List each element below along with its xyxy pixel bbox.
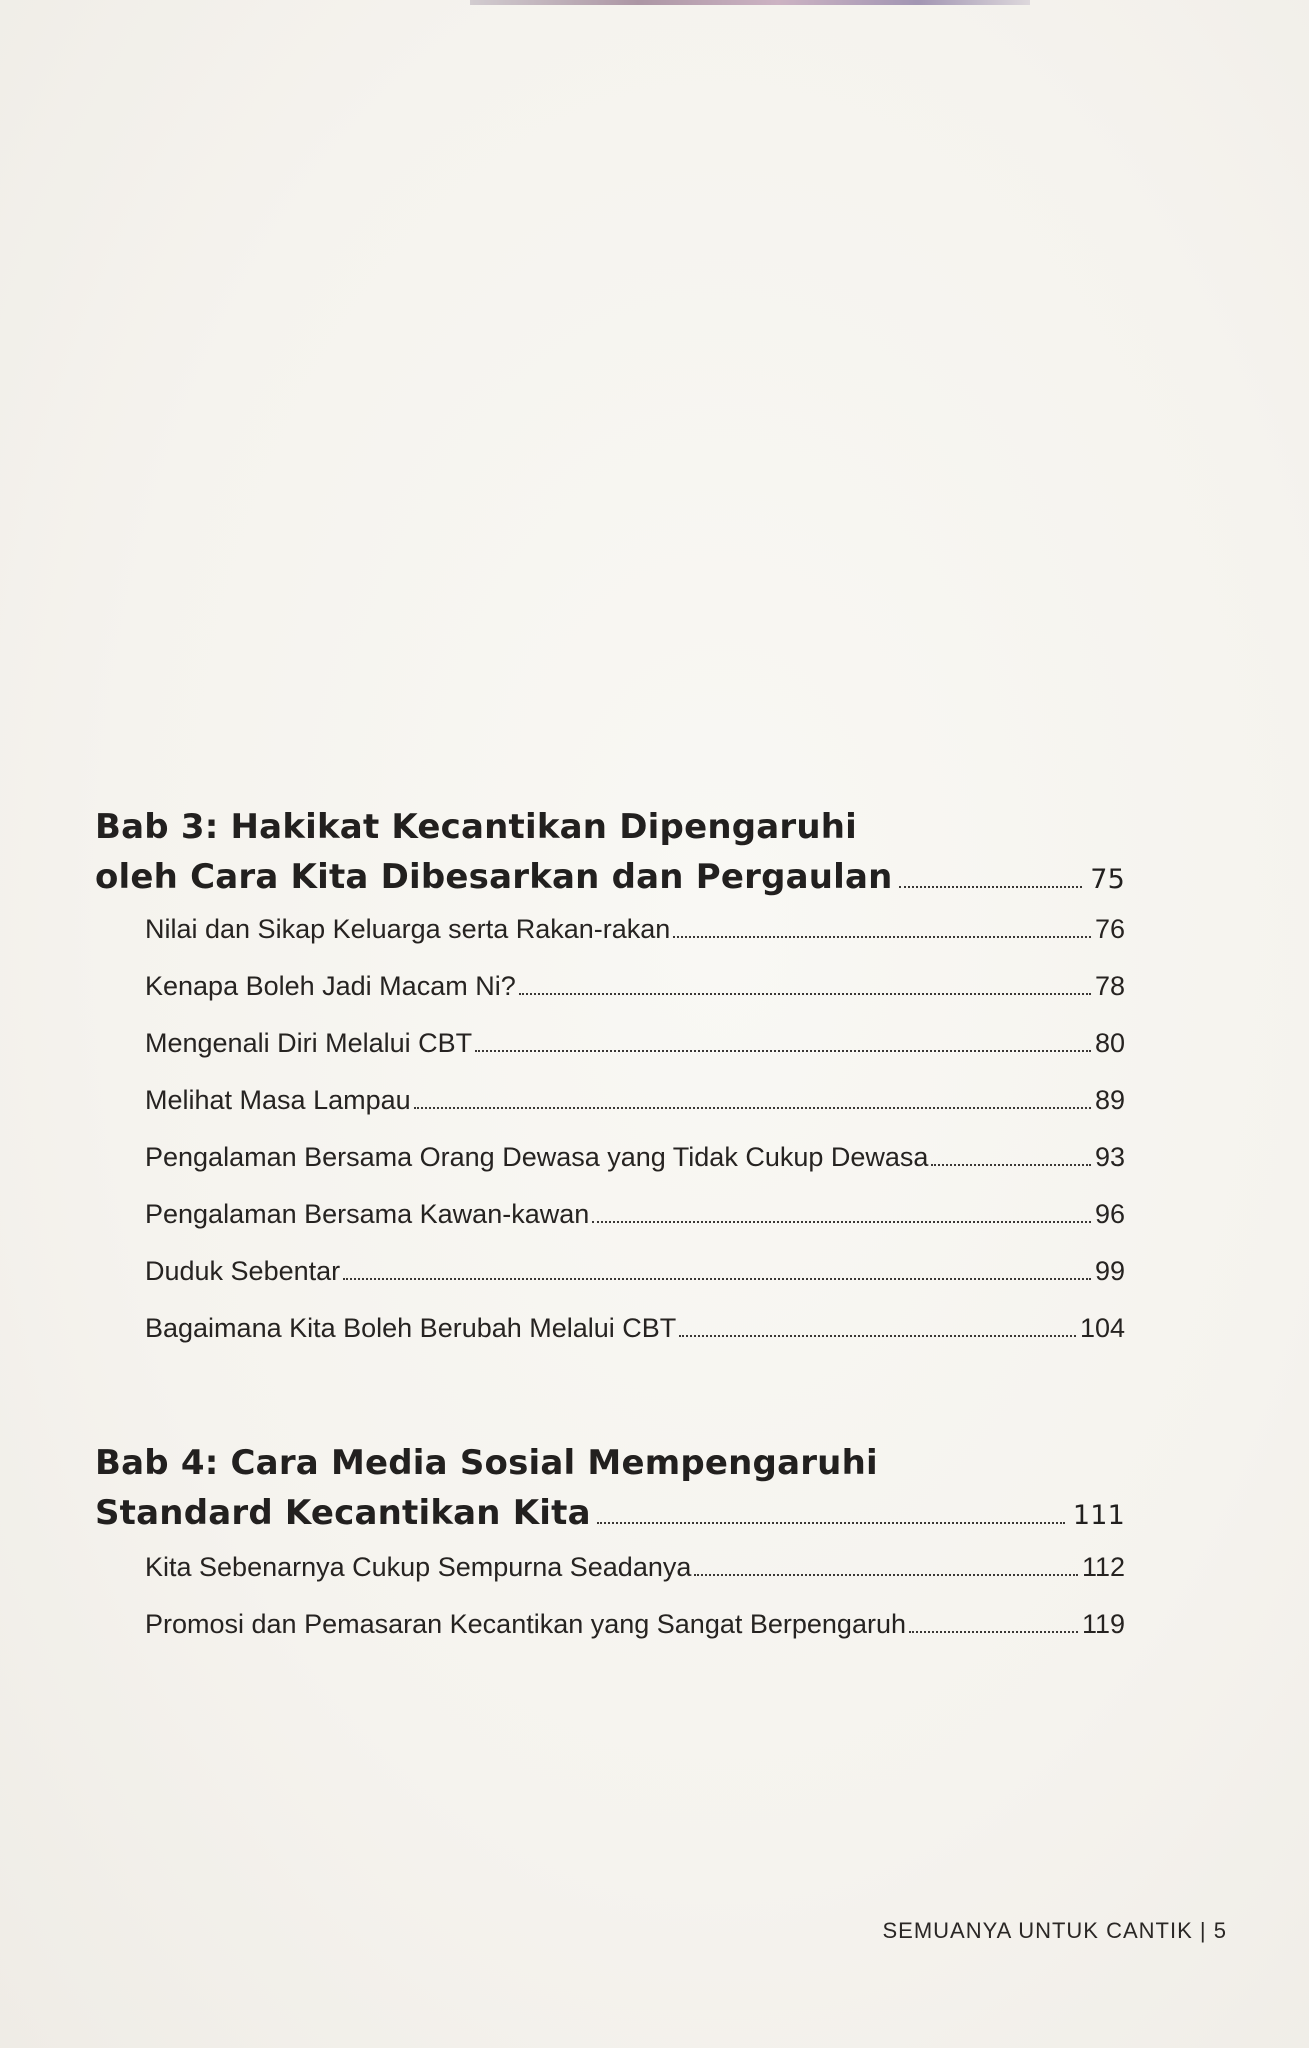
cover-edge-strip xyxy=(470,0,1030,5)
dot-leader xyxy=(519,993,1091,995)
entry-page-number: 89 xyxy=(1094,1085,1125,1115)
toc-entry xyxy=(145,1015,1125,1072)
dot-leader xyxy=(592,1221,1091,1223)
dot-leader xyxy=(343,1278,1091,1280)
dot-leader xyxy=(597,1522,1065,1524)
entry-title: Mengenali Diri Melalui CBT xyxy=(145,1028,473,1058)
chapter-page-number: 75 xyxy=(1090,864,1125,895)
entry-page-number: 76 xyxy=(1094,914,1125,944)
entry-page-number: 96 xyxy=(1094,1199,1125,1229)
chapter-title-line1: Bab 3: Hakikat Kecantikan Dipengaruhi xyxy=(95,807,858,847)
entry-title: Pengalaman Bersama Kawan-kawan xyxy=(145,1199,590,1229)
entry-title: Nilai dan Sikap Keluarga serta Rakan-rakan xyxy=(145,914,671,944)
chapter-title-line1: Bab 4: Cara Media Sosial Mempengaruhi xyxy=(95,1443,878,1483)
entry-page-number: 78 xyxy=(1094,971,1125,1001)
toc-entry xyxy=(145,1072,1125,1129)
footer-separator: | xyxy=(1199,1918,1207,1943)
entry-title: Pengalaman Bersama Orang Dewasa yang Tidak Cukup Dewasa xyxy=(145,1142,929,1172)
entry-title: Duduk Sebentar xyxy=(145,1256,341,1286)
toc-entry xyxy=(145,1300,1125,1357)
toc-entry xyxy=(145,1243,1125,1300)
toc-chapter-3 xyxy=(95,802,1125,1357)
entry-title: Melihat Masa Lampau xyxy=(145,1085,411,1115)
toc-entry xyxy=(145,1539,1125,1596)
dot-leader xyxy=(909,1631,1078,1633)
dot-leader xyxy=(673,936,1091,938)
dot-leader xyxy=(679,1335,1076,1337)
entry-page-number: 104 xyxy=(1079,1313,1125,1343)
toc-chapter-4 xyxy=(95,1438,1125,1653)
running-footer xyxy=(882,1918,1227,1944)
chapter-title-line2: Standard Kecantikan Kita xyxy=(95,1493,591,1533)
dot-leader xyxy=(414,1107,1091,1109)
toc-entry xyxy=(145,958,1125,1015)
chapter-page-number: 111 xyxy=(1072,1500,1125,1531)
toc-entry xyxy=(145,1129,1125,1186)
dot-leader xyxy=(899,886,1083,888)
entry-title: Bagaimana Kita Boleh Berubah Melalui CBT xyxy=(145,1313,677,1343)
running-title: SEMUANYA UNTUK CANTIK xyxy=(882,1918,1193,1943)
toc-entry xyxy=(145,1186,1125,1243)
entry-title: Promosi dan Pemasaran Kecantikan yang Sangat Berpengaruh xyxy=(145,1609,906,1639)
entry-page-number: 93 xyxy=(1094,1142,1125,1172)
entry-page-number: 119 xyxy=(1081,1609,1125,1639)
dot-leader xyxy=(931,1164,1091,1166)
chapter-title-line2: oleh Cara Kita Dibesarkan dan Pergaulan xyxy=(95,857,893,897)
toc-entry xyxy=(145,901,1125,958)
chapter-heading xyxy=(95,802,1125,905)
entry-title: Kita Sebenarnya Cukup Sempurna Seadanya xyxy=(145,1552,692,1582)
dot-leader xyxy=(475,1050,1091,1052)
dot-leader xyxy=(694,1574,1078,1576)
toc-entry xyxy=(145,1596,1125,1653)
entry-page-number: 112 xyxy=(1081,1552,1125,1582)
folio-page-number: 5 xyxy=(1213,1918,1227,1943)
chapter-heading xyxy=(95,1438,1125,1541)
entry-page-number: 80 xyxy=(1094,1028,1125,1058)
entry-page-number: 99 xyxy=(1094,1256,1125,1286)
entry-title: Kenapa Boleh Jadi Macam Ni? xyxy=(145,971,516,1001)
